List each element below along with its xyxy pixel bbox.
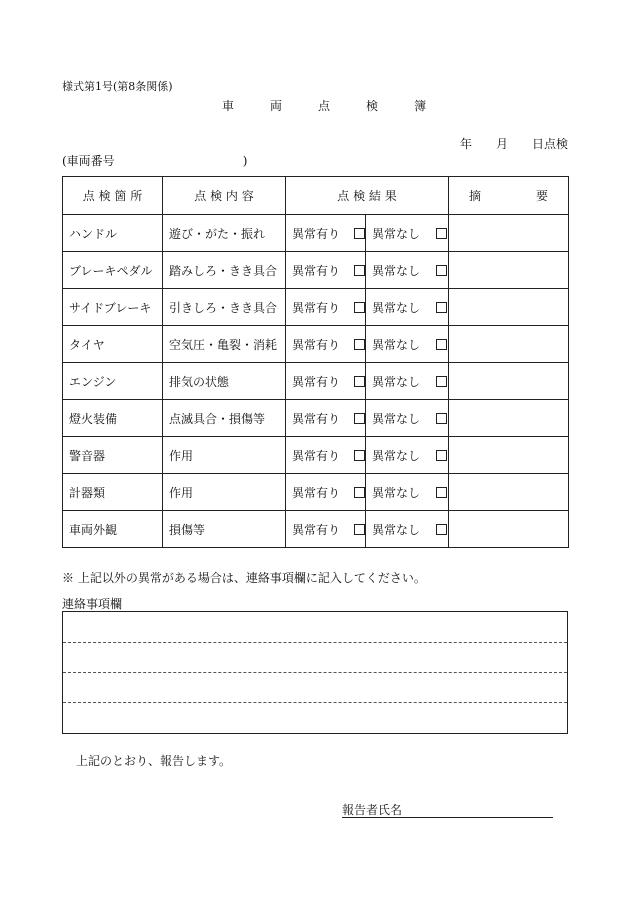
result-abnormal-label: 異常有り <box>292 337 341 352</box>
title-char: 検 <box>366 99 379 113</box>
row-remark[interactable] <box>449 252 569 289</box>
inspection-date-line <box>460 137 568 151</box>
document-title <box>222 99 426 113</box>
row-part: タイヤ <box>63 326 163 363</box>
normal-checkbox[interactable] <box>436 302 447 313</box>
result-normal-cell <box>366 326 449 363</box>
notes-line <box>63 702 567 703</box>
result-abnormal-cell <box>286 474 366 511</box>
result-normal-label: 異常なし <box>372 522 421 537</box>
title-char: 両 <box>270 99 283 113</box>
row-part: 車両外観 <box>63 511 163 548</box>
abnormal-checkbox[interactable] <box>354 524 365 535</box>
title-char: 車 <box>222 99 235 113</box>
table-row <box>63 326 569 363</box>
row-content: 踏みしろ・きき具合 <box>163 252 286 289</box>
row-remark[interactable] <box>449 363 569 400</box>
result-normal-label: 異常なし <box>372 300 421 315</box>
contact-section-label: 連絡事項欄 <box>62 597 123 611</box>
normal-checkbox[interactable] <box>436 376 447 387</box>
result-abnormal-label: 異常有り <box>292 263 341 278</box>
form-label: 様式第1号(第8条関係) <box>62 80 173 93</box>
title-char: 点 <box>318 99 331 113</box>
abnormal-checkbox[interactable] <box>354 339 365 350</box>
table-row <box>63 289 569 326</box>
result-normal-cell <box>366 474 449 511</box>
reporter-signature-line[interactable] <box>342 817 553 818</box>
result-normal-cell <box>366 289 449 326</box>
abnormal-checkbox[interactable] <box>354 450 365 461</box>
closing-statement: 上記のとおり、報告します。 <box>76 754 232 768</box>
result-normal-cell <box>366 363 449 400</box>
result-abnormal-cell <box>286 215 366 252</box>
normal-checkbox[interactable] <box>436 487 447 498</box>
table-row <box>63 363 569 400</box>
abnormal-checkbox[interactable] <box>354 265 365 276</box>
table-row <box>63 474 569 511</box>
result-abnormal-label: 異常有り <box>292 522 341 537</box>
normal-checkbox[interactable] <box>436 228 447 239</box>
result-normal-cell <box>366 437 449 474</box>
row-remark[interactable] <box>449 215 569 252</box>
inspection-table <box>62 176 569 548</box>
vehicle-number-close: ) <box>242 154 248 168</box>
result-normal-cell <box>366 400 449 437</box>
header-remark <box>449 177 569 215</box>
header-result: 点 検 結 果 <box>286 177 449 215</box>
contact-notes-box[interactable] <box>62 611 568 734</box>
row-content: 排気の状態 <box>163 363 286 400</box>
header-part: 点 検 箇 所 <box>63 177 163 215</box>
abnormal-checkbox[interactable] <box>354 413 365 424</box>
row-content: 作用 <box>163 437 286 474</box>
result-abnormal-cell <box>286 252 366 289</box>
title-char: 簿 <box>414 99 427 113</box>
result-normal-label: 異常なし <box>372 263 421 278</box>
row-part: サイドブレーキ <box>63 289 163 326</box>
row-part: 警音器 <box>63 437 163 474</box>
row-remark[interactable] <box>449 474 569 511</box>
reporter-name-label: 報告者氏名 <box>342 803 403 817</box>
header-content: 点 検 内 容 <box>163 177 286 215</box>
result-normal-label: 異常なし <box>372 374 421 389</box>
result-abnormal-cell <box>286 289 366 326</box>
header-remark-a: 摘 <box>469 189 482 203</box>
row-content: 損傷等 <box>163 511 286 548</box>
row-content: 引きしろ・きき具合 <box>163 289 286 326</box>
normal-checkbox[interactable] <box>436 450 447 461</box>
row-part: 計器類 <box>63 474 163 511</box>
result-normal-label: 異常なし <box>372 485 421 500</box>
result-abnormal-label: 異常有り <box>292 485 341 500</box>
table-row <box>63 400 569 437</box>
row-part: 燈火装備 <box>63 400 163 437</box>
abnormal-checkbox[interactable] <box>354 487 365 498</box>
result-normal-label: 異常なし <box>372 226 421 241</box>
row-content: 遊び・がた・振れ <box>163 215 286 252</box>
vehicle-number-label: (車両番号 <box>62 154 115 168</box>
date-month-label: 月 <box>496 137 509 151</box>
normal-checkbox[interactable] <box>436 413 447 424</box>
notes-line <box>63 672 567 673</box>
date-year-label: 年 <box>460 137 473 151</box>
result-normal-cell <box>366 511 449 548</box>
row-content: 点滅具合・損傷等 <box>163 400 286 437</box>
result-abnormal-label: 異常有り <box>292 448 341 463</box>
abnormal-checkbox[interactable] <box>354 228 365 239</box>
header-remark-b: 要 <box>536 189 549 203</box>
row-remark[interactable] <box>449 289 569 326</box>
normal-checkbox[interactable] <box>436 339 447 350</box>
result-abnormal-label: 異常有り <box>292 411 341 426</box>
abnormal-checkbox[interactable] <box>354 376 365 387</box>
result-abnormal-cell <box>286 363 366 400</box>
result-normal-label: 異常なし <box>372 411 421 426</box>
table-row <box>63 252 569 289</box>
result-abnormal-label: 異常有り <box>292 300 341 315</box>
result-abnormal-cell <box>286 437 366 474</box>
result-normal-label: 異常なし <box>372 337 421 352</box>
abnormal-checkbox[interactable] <box>354 302 365 313</box>
vehicle-number-field <box>62 154 247 168</box>
row-content: 空気圧・亀裂・消耗 <box>163 326 286 363</box>
table-row <box>63 511 569 548</box>
table-row <box>63 437 569 474</box>
row-remark[interactable] <box>449 511 569 548</box>
result-abnormal-label: 異常有り <box>292 226 341 241</box>
row-content: 作用 <box>163 474 286 511</box>
row-remark[interactable] <box>449 437 569 474</box>
row-part: エンジン <box>63 363 163 400</box>
result-abnormal-cell <box>286 511 366 548</box>
row-remark[interactable] <box>449 400 569 437</box>
date-day-label: 日点検 <box>532 137 569 151</box>
result-abnormal-cell <box>286 326 366 363</box>
note-text: ※ 上記以外の異常がある場合は、連絡事項欄に記入してください。 <box>62 571 426 585</box>
row-part: ブレーキペダル <box>63 252 163 289</box>
result-normal-label: 異常なし <box>372 448 421 463</box>
result-normal-cell <box>366 252 449 289</box>
row-part: ハンドル <box>63 215 163 252</box>
result-abnormal-label: 異常有り <box>292 374 341 389</box>
notes-line <box>63 642 567 643</box>
table-row <box>63 215 569 252</box>
table-header-row <box>63 177 569 215</box>
result-abnormal-cell <box>286 400 366 437</box>
result-normal-cell <box>366 215 449 252</box>
normal-checkbox[interactable] <box>436 524 447 535</box>
normal-checkbox[interactable] <box>436 265 447 276</box>
row-remark[interactable] <box>449 326 569 363</box>
